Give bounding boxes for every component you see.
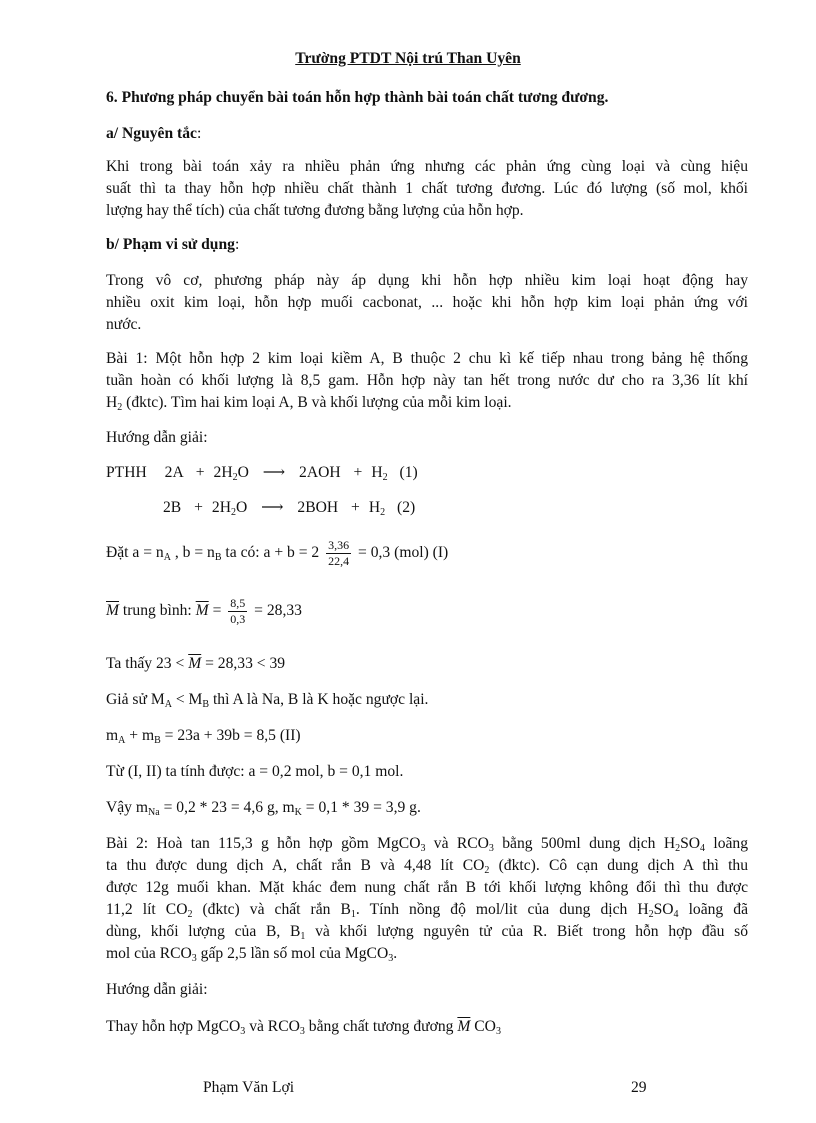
heading-pham-vi [106, 235, 239, 255]
subscript: 1 [350, 909, 356, 920]
heading-nguyen-tac [106, 124, 201, 144]
text: và RCO [245, 1018, 300, 1035]
text: và khối lượng nguyên tử của R. Biết trong hỗn hợp đầu số [305, 923, 748, 940]
plus-sign: + [195, 464, 205, 481]
subscript: 2 [117, 402, 123, 413]
reaction-arrow-icon: ⟶ [261, 499, 284, 516]
problem-1-line: Bài 1: Một hỗn hợp 2 kim loại kiềm A, B thuộc 2 chu kì kế tiếp nhau trong bảng hệ thống [106, 350, 748, 367]
text: mol của RCO [106, 945, 192, 962]
problem-2-line [106, 922, 748, 942]
text: ta thu được dung dịch A, chất rắn B và 4,48 lít CO [106, 857, 485, 874]
text: loãng [705, 835, 749, 852]
text: H [106, 394, 118, 411]
subscript: 3 [191, 953, 197, 964]
text: loãng đã [678, 901, 748, 918]
heading-colon: : [234, 236, 240, 253]
product: 2AOH [299, 464, 341, 481]
text: và RCO [425, 835, 489, 852]
subscript: B [214, 552, 222, 563]
subscript: 4 [673, 909, 679, 920]
footer-author: Phạm Văn Lợi [203, 1079, 295, 1096]
problem-2-line [106, 834, 748, 854]
text: < M [171, 691, 203, 708]
page-header: Trường PTDT Nội trú Than Uyên [295, 50, 521, 67]
text: Thay hỗn hợp MgCO [106, 1018, 241, 1035]
reactant: 2A [164, 464, 183, 481]
m-bar-symbol: $\overline{M}$ [188, 655, 202, 672]
subscript: 3 [240, 1026, 246, 1037]
paragraph-line: lượng hay thể tích) của chất tương đương bằng lượng của hỗn hợp. [106, 202, 524, 219]
m-bar-symbol: $\overline{M}$ [195, 602, 209, 619]
problem-2-line: được 12g muối khan. Mặt khác đem nung chất rắn B tới khối lượng không đổi thì thu được [106, 879, 748, 896]
subscript: 1 [300, 931, 306, 942]
text: bằng 500ml dung dịch H [493, 835, 676, 852]
heading-pham-vi-label: b/ Phạm vi sử dụng [106, 236, 235, 253]
equation-number: (2) [397, 499, 416, 516]
plus-sign: + [351, 499, 360, 516]
text: Đặt a = n [106, 544, 164, 561]
text: = 0,3 (mol) (I) [358, 544, 449, 561]
plus-sign: + [353, 464, 363, 481]
subscript: 3 [299, 1026, 305, 1037]
text: Ta thấy 23 < [106, 655, 189, 672]
subscript: 2 [380, 507, 386, 518]
text: = [208, 602, 226, 619]
product: H [371, 464, 383, 481]
subscript: 2 [675, 843, 681, 854]
problem-2-line [106, 944, 397, 964]
subscript: 4 [700, 843, 706, 854]
reactant: 2B [163, 499, 182, 516]
text: gấp 2,5 lần số mol của MgCO [196, 945, 389, 962]
product: H [368, 499, 381, 516]
heading-colon: : [196, 125, 202, 142]
text: . [393, 945, 398, 962]
text: . Tính nồng độ mol/lit của dung dịch H [355, 901, 649, 918]
equation-line-average-mass [106, 594, 302, 628]
subscript: B [154, 735, 161, 746]
subscript: 3 [388, 953, 394, 964]
reaction-equation-2 [163, 498, 415, 518]
fraction [326, 538, 351, 569]
text: = 0,1 * 39 = 3,9 g. [301, 799, 421, 816]
reaction-equation-1 [106, 463, 418, 483]
text: SO [680, 835, 701, 852]
subscript: K [294, 807, 302, 818]
subscript: A [118, 735, 126, 746]
subscript: 2 [484, 865, 490, 876]
text: trung bình: [119, 602, 196, 619]
m-bar-symbol: $\overline{M}$ [457, 1018, 471, 1035]
problem-1-line [106, 393, 512, 413]
text: Giả sử M [106, 691, 165, 708]
solution-heading: Hướng dẫn giải: [106, 981, 208, 998]
pthh-label: PTHH [106, 464, 147, 481]
product: 2BOH [297, 499, 339, 516]
text: = 0,2 * 23 = 4,6 g, m [159, 799, 295, 816]
paragraph-line: Khi trong bài toán xảy ra nhiều phản ứng nhưng các phản ứng cùng loại và cùng hiệu [106, 158, 748, 175]
subscript: 2 [648, 909, 654, 920]
solution-heading: Hướng dẫn giải: [106, 429, 208, 446]
text: (đktc). Tìm hai kim loại A, B và khối lượng của mỗi kim loại. [122, 394, 512, 411]
text: m [106, 727, 119, 744]
mass-equation-line [106, 726, 301, 746]
subscript: 2 [382, 472, 388, 483]
text: = 28,33 < 39 [201, 655, 286, 672]
subscript: A [163, 552, 171, 563]
subscript: Na [148, 807, 160, 818]
text: bằng chất tương đương [304, 1018, 458, 1035]
reactant: 2H [211, 499, 231, 516]
text: = 23a + 39b = 8,5 (II) [160, 727, 301, 744]
text: dùng, khối lượng của B, B [106, 923, 301, 940]
text: CO [470, 1018, 496, 1035]
m-bar-symbol: $\overline{M}$ [106, 602, 119, 619]
text: (đktc). Cô cạn dung dịch A thì thu [489, 857, 748, 874]
text: 11,2 lít CO [106, 901, 188, 918]
text: + m [125, 727, 155, 744]
subscript: A [164, 699, 172, 710]
reactant: O [235, 499, 248, 516]
text: Vậy m [106, 799, 149, 816]
subscript: 3 [488, 843, 494, 854]
fraction [228, 596, 247, 627]
text: (đktc) và chất rắn B [192, 901, 351, 918]
problem-2-line [106, 856, 748, 876]
paragraph-line: nhiều oxit kim loại, hỗn hợp muối cacbonat, ... hoặc khi hỗn hợp kim loại phản ứng với [106, 294, 748, 311]
denominator: 0,3 [230, 611, 246, 626]
reactant: 2H [213, 464, 233, 481]
text: , b = n [170, 544, 215, 561]
conclusion-line [106, 798, 421, 818]
heading-nguyen-tac-label: a/ Nguyên tắc [106, 125, 197, 142]
subscript: 3 [420, 843, 426, 854]
text: Bài 2: Hoà tan 115,3 g hỗn hợp gồm MgCO [106, 835, 421, 852]
text: ta có: a + b = 2 [221, 544, 320, 561]
equation-number: (1) [399, 464, 418, 481]
subscript: 2 [187, 909, 193, 920]
problem-2-line [106, 900, 748, 920]
equation-line-mol [106, 536, 448, 570]
substitution-line [106, 1017, 501, 1037]
denominator: 22,4 [328, 553, 350, 568]
subscript: 3 [495, 1026, 501, 1037]
text: SO [653, 901, 674, 918]
numerator: 8,5 [230, 595, 246, 610]
page-number: 29 [631, 1079, 647, 1096]
text: = 28,33 [254, 602, 302, 619]
assumption-line [106, 690, 428, 710]
subscript: B [202, 699, 210, 710]
problem-1-line: tuần hoàn có khối lượng là 8,5 gam. Hỗn hợp này tan hết trong nước dư cho ra 3,36 lít khí [106, 372, 748, 389]
text: thì A là Na, B là K hoặc ngược lại. [209, 691, 429, 708]
result-line: Từ (I, II) ta tính được: a = 0,2 mol, b = 0,1 mol. [106, 763, 404, 780]
paragraph-line: suất thì ta thay hỗn hợp nhiều chất thành 1 chất tương đương. Lúc đó lượng (số mol, khối [106, 180, 748, 197]
paragraph-line: Trong vô cơ, phương pháp này áp dụng khi hỗn hợp nhiều kim loại hoạt động hay [106, 272, 748, 289]
paragraph-line: nước. [106, 316, 142, 333]
subscript: 2 [232, 472, 238, 483]
reaction-arrow-icon: ⟶ [262, 464, 286, 481]
comparison-line [106, 654, 285, 674]
plus-sign: + [194, 499, 203, 516]
reactant: O [237, 464, 249, 481]
section-title: 6. Phương pháp chuyển bài toán hỗn hợp thành bài toán chất tương đương. [106, 89, 609, 106]
numerator: 3,36 [328, 537, 350, 552]
subscript: 2 [230, 507, 236, 518]
